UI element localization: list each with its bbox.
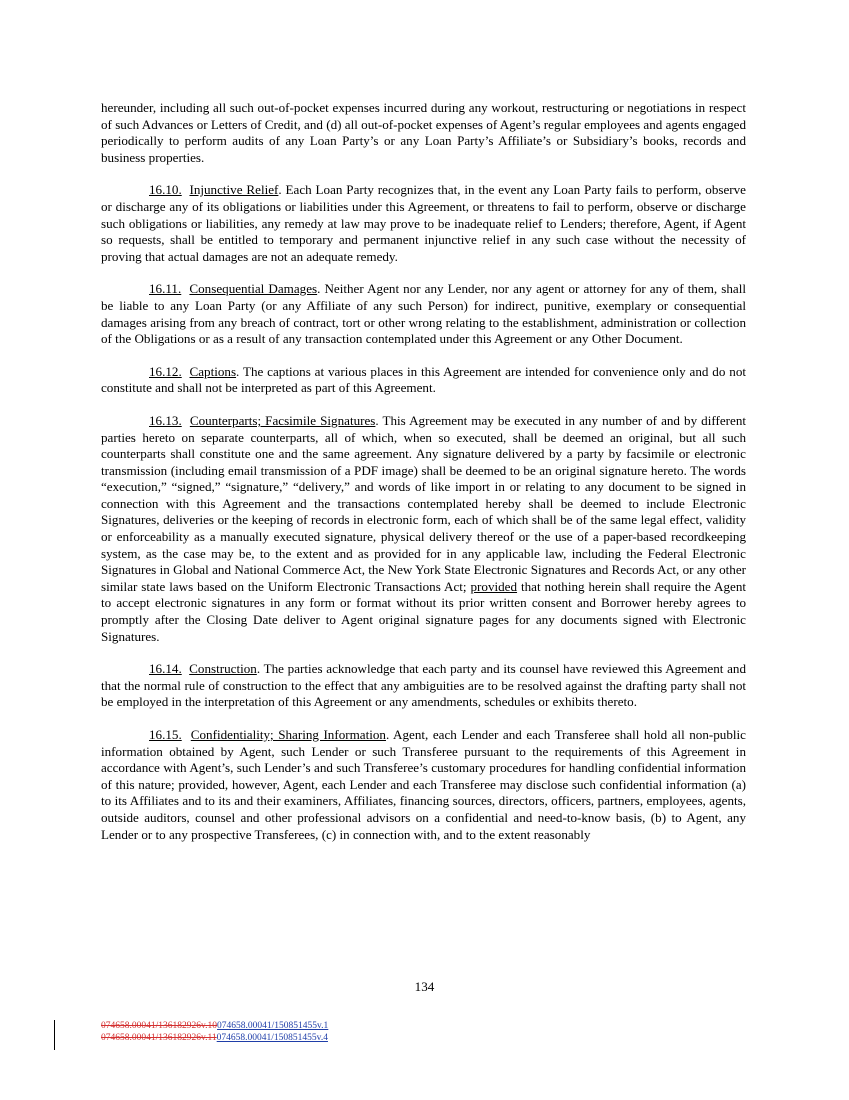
doc-id-line-2 bbox=[101, 1032, 328, 1044]
section-16-15 bbox=[101, 727, 746, 843]
section-heading: Construction bbox=[189, 661, 257, 677]
document-ids bbox=[101, 1020, 328, 1044]
section-16-13 bbox=[101, 413, 746, 645]
deleted-doc-id: 074658.00041/136182926v.11 bbox=[101, 1033, 217, 1043]
doc-id-line-1 bbox=[101, 1020, 328, 1032]
section-number: 16.10. bbox=[149, 182, 182, 198]
section-text: . This Agreement may be executed in any number of and by different parties hereto on separate counterparts, all of which, when so executed, shall be deemed an original, but all such counterparts shall constitute one and the same agreement. Any signature delivered by a party by facsimile or electronic transmission (including email transmission of a PDF image) shall be deemed to be an original signature hereto. The words “execution,” “signed,” “signature,” “delivery,” and words of like import in or relating to any document to be signed in connection with this Agreement and the transactions contemplated hereby shall be deemed to include Electronic Signatures, deliveries or the keeping of records in electronic form, each of which shall be of the same legal effect, validity or enforceability as a manually executed signature, physical delivery thereof or the use of a paper-based recordkeeping system, as the case may be, to the extent and as provided for in any applicable law, including the Federal Electronic Signatures in Global and National Commerce Act, the New York State Electronic Signatures and Records Act, or any other similar state laws based on the Uniform Electronic Transactions Act; bbox=[101, 412, 746, 594]
page-number: 134 bbox=[414, 979, 435, 994]
section-text: . Agent, each Lender and each Transferee shall hold all non-public information obtained by Agent, such Lender or such Transferee pursuant to the requirements of this Agreement in accordance with Agent’s, such Lender’s and such Transferee’s customary procedures for handling confidential information of this nature; provided, however, Agent, each Lender and each Transferee may disclose such confidential information (a) to its Affiliates and to its and their examiners, Affiliates, financing sources, directors, officers, partners, employees, agents, outside auditors, counsel and other professional advisors on a confidential and need-to-know basis, (b) to Agent, any Lender or to any prospective Transferees, (c) in connection with, and to the extent reasonably bbox=[101, 727, 746, 842]
section-number: 16.15. bbox=[149, 727, 182, 742]
section-16-11 bbox=[101, 281, 746, 347]
section-number: 16.12. bbox=[149, 363, 182, 379]
section-heading: Counterparts; Facsimile Signatures bbox=[189, 412, 376, 428]
section-text: . The parties acknowledge that each party and its counsel have reviewed this Agreement and that the normal rule of construction to the effect that any ambiguities are to be resolved against the drafting party shall not be employed in the interpretation of this Agreement or any amendments, schedules or exhibits thereto. bbox=[101, 661, 746, 710]
inserted-doc-id: 074658.00041/150851455v.1 bbox=[217, 1021, 329, 1031]
section-heading: Captions bbox=[189, 363, 237, 379]
section-number: 16.14. bbox=[149, 661, 182, 677]
section-number: 16.11. bbox=[149, 281, 182, 297]
change-bar bbox=[54, 1020, 55, 1050]
provided-term: provided bbox=[470, 578, 518, 594]
paragraph-continuation: hereunder, including all such out-of-pocket expenses incurred during any workout, restructuring or negotiations in respect of such Advances or Letters of Credit, and (d) all out-of-pocket expenses of Agent’s regular employees and agents engaged periodically to perform audits of any Loan Party’s or any Loan Party’s Affiliate’s or Subsidiary’s books, records and business properties. bbox=[101, 100, 746, 165]
section-text: . The captions at various places in this Agreement are intended for convenience only and do not constitute and shall not be interpreted as part of this Agreement. bbox=[101, 363, 746, 396]
inserted-doc-id: 074658.00041/150851455v.4 bbox=[216, 1033, 328, 1043]
section-heading: Injunctive Relief bbox=[189, 182, 279, 198]
section-text: . Each Loan Party recognizes that, in the event any Loan Party fails to perform, observe or discharge any of its obligations or liabilities under this Agreement, or threatens to fail to perform, observe or discharge such obligations or liabilities, any remedy at law may prove to be inadequate relief to Lenders; therefore, Agent, if Agent so requests, shall be entitled to temporary and permanent injunctive relief in any such case without the necessity of proving that actual damages are not an adequate remedy. bbox=[101, 182, 746, 264]
section-heading: Consequential Damages bbox=[189, 281, 318, 297]
section-16-14 bbox=[101, 661, 746, 711]
section-16-12 bbox=[101, 364, 746, 397]
deleted-doc-id: 074658.00041/136182926v.10 bbox=[101, 1021, 218, 1031]
section-number: 16.13. bbox=[149, 412, 182, 428]
section-text: . Neither Agent nor any Lender, nor any agent or attorney for any of them, shall be liable to any Loan Party (or any Affiliate of any such Person) for indirect, punitive, exemplary or consequential damages arising from any breach of contract, tort or other wrong relating to the establishment, administration or collection of the Obligations or as a result of any transaction contemplated under this Agreement or any Other Document. bbox=[101, 281, 747, 347]
section-text-continued: that nothing herein shall require the Agent to accept electronic signatures in any form or format without its prior written consent and Borrower hereby agrees to promptly after the Closing Date deliver to Agent original signature pages for any documents signed with Electronic Signatures. bbox=[101, 578, 746, 644]
section-16-10 bbox=[101, 182, 746, 265]
section-heading: Confidentiality; Sharing Information bbox=[190, 727, 386, 742]
document-body bbox=[101, 100, 746, 859]
